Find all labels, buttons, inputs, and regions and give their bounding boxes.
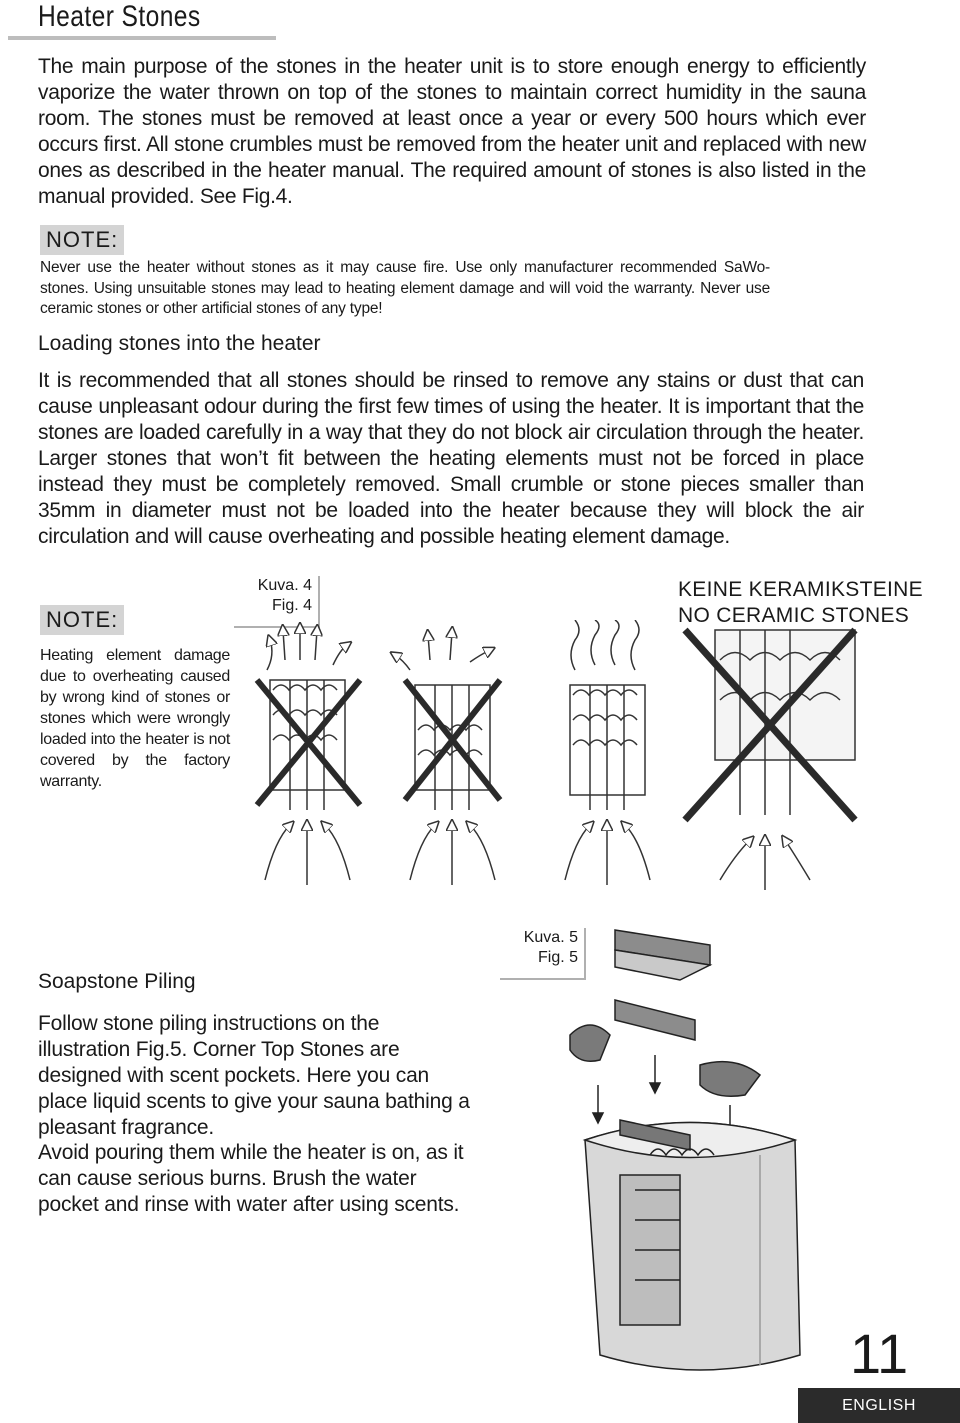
heater-loading-illustration xyxy=(245,620,905,900)
heater-diagram-3 xyxy=(565,620,650,885)
ceramic-warning-line1: KEINE KERAMIKSTEINE xyxy=(678,578,923,601)
loading-paragraph: It is recommended that all stones should be rinsed to remove any stains or dust that can cause unpleasant odour during the first few times of using the heater. It is important that the stones are loaded carefully in a way that they do not block air circulation through the heater. Larger stones that won’t fit between the heating elements must not be forced in place instead they must be completely removed. Small crumble or stone pieces smaller than 35mm in diameter must not be loaded into the heater because they will block the air circulation and will cause overheating and possible heating element damage. xyxy=(38,369,864,548)
figure-label-fig: Fig. 4 xyxy=(271,597,312,614)
ceramic-warning-line2: NO CERAMIC STONES xyxy=(678,604,910,627)
intro-paragraph: The main purpose of the stones in the heater unit is to store enough energy to efficiently vaporize the water thrown on top of the stones to maintain correct humidity in the sauna room. The stones must be removed at least once a year or every 500 hours which ever occurs first. All stone crumbles must be removed from the heater unit and replaced with new ones as described in the heater manual. The required amount of stones is also listed in the manual provided. See Fig.4. xyxy=(38,55,866,208)
note-text: Heating element damage due to overheating caused by wrong kind of stones or stones which were wrongly loaded into the heater is not covered by the factory warranty. xyxy=(40,647,230,790)
figure-label-kuva: Kuva. 4 xyxy=(257,577,312,594)
soapstone-paragraph-1: Follow stone piling instructions on the illustration Fig.5. Corner Top Stones are designed with scent pockets. Here you can place liquid scents to give your sauna bathing a pleasant fragrance. xyxy=(38,1012,470,1139)
heater-diagram-1 xyxy=(257,628,360,885)
heater-diagram-4 xyxy=(685,630,855,890)
soapstone-piling-illustration xyxy=(560,925,820,1395)
title-underline xyxy=(8,36,276,40)
figure-label-fig: Fig. 5 xyxy=(537,949,578,966)
language-badge: ENGLISH xyxy=(798,1388,960,1423)
note-badge: NOTE: xyxy=(40,225,124,255)
heater-diagram-2 xyxy=(395,632,500,885)
page-number: 11 xyxy=(850,1322,909,1385)
note-text: Never use the heater without stones as it may cause fire. Use only manufacturer recommended SaWo-stones. Using unsuitable stones may lead to heating element damage and will void the warranty. Never use ceramic stones or other artificial stones of any type! xyxy=(40,259,770,317)
section-heading-soapstone: Soapstone Piling xyxy=(38,970,196,993)
section-heading-loading: Loading stones into the heater xyxy=(38,332,321,355)
note-badge: NOTE: xyxy=(40,605,124,635)
soapstone-paragraph-2: Avoid pouring them while the heater is on, as it can cause serious burns. Brush the water pocket and rinse with water after using scents. xyxy=(38,1141,464,1216)
page-title: Heater Stones xyxy=(38,0,201,33)
figure-label-kuva: Kuva. 5 xyxy=(523,929,578,946)
